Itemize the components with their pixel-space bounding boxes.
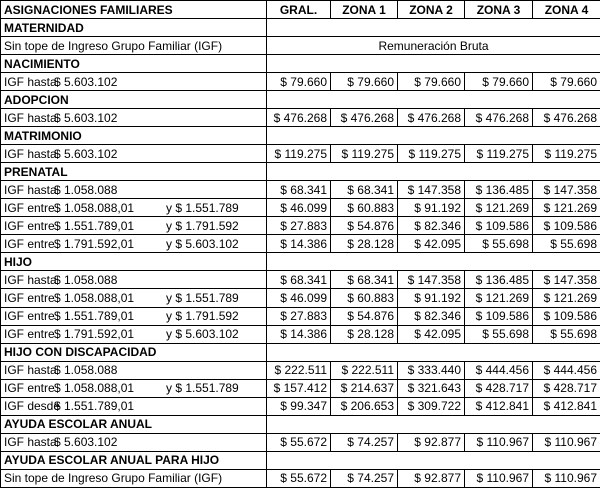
amount-cell: $ 55.672	[267, 433, 331, 451]
amount-cell: $ 476.268	[465, 109, 533, 127]
amount-cell: $ 42.095	[398, 325, 465, 343]
row-label	[1, 73, 267, 91]
label-kind: IGF hasta	[4, 363, 57, 378]
amount-cell: $ 121.269	[465, 289, 533, 307]
label-from: $ 1.058.088	[54, 182, 118, 197]
amount-cell: $ 119.275	[465, 145, 533, 163]
section-nacimiento	[1, 55, 600, 73]
amount-cell: $ 110.967	[533, 433, 600, 451]
amount-cell: $ 119.275	[267, 145, 331, 163]
blank-cell	[267, 163, 600, 181]
section-maternidad	[1, 19, 600, 37]
label-kind: IGF hasta	[4, 272, 57, 287]
amount-cell: $ 444.456	[465, 361, 533, 379]
label-from: $ 5.603.102	[54, 110, 118, 125]
amount-cell: $ 92.877	[398, 469, 465, 487]
amount-cell: $ 55.698	[465, 235, 533, 253]
section-title: NACIMIENTO	[1, 55, 267, 73]
amount-cell: $ 147.358	[533, 271, 600, 289]
amount-cell: $ 91.192	[398, 289, 465, 307]
table-row	[1, 325, 600, 343]
amount-cell: $ 82.346	[398, 307, 465, 325]
amount-cell: $ 476.268	[331, 109, 398, 127]
section-title: ADOPCION	[1, 91, 267, 109]
section-title: PRENATAL	[1, 163, 267, 181]
blank-cell	[267, 91, 600, 109]
section-ayuda-escolar	[1, 415, 600, 433]
header-zona4: ZONA 4	[533, 1, 600, 19]
amount-cell: $ 79.660	[267, 73, 331, 91]
table-row	[1, 289, 600, 307]
amount-cell: $ 68.341	[267, 271, 331, 289]
row-label	[1, 397, 267, 415]
label-kind: IGF hasta	[4, 435, 57, 450]
label-to: y $ 1.791.592	[166, 309, 239, 324]
table-row	[1, 145, 600, 163]
amount-cell: $ 109.586	[465, 217, 533, 235]
table-row	[1, 73, 600, 91]
label-from: $ 5.603.102	[54, 74, 118, 89]
label-from: $ 5.603.102	[54, 435, 118, 450]
label-kind: IGF entre	[4, 309, 55, 324]
amount-cell: $ 136.485	[465, 181, 533, 199]
label-to: y $ 1.551.789	[166, 200, 239, 215]
blank-cell	[267, 451, 600, 469]
row-label	[1, 433, 267, 451]
amount-cell: $ 206.653	[331, 397, 398, 415]
amount-cell: $ 27.883	[267, 217, 331, 235]
table-row	[1, 361, 600, 379]
label-from: $ 1.791.592,01	[54, 327, 135, 342]
amount-cell: $ 54.876	[331, 307, 398, 325]
section-hijo	[1, 253, 600, 271]
amount-cell: $ 147.358	[398, 271, 465, 289]
amount-cell: $ 147.358	[533, 181, 600, 199]
table-row	[1, 181, 600, 199]
label-to: y $ 1.551.789	[166, 290, 239, 305]
blank-cell	[267, 127, 600, 145]
label-kind: IGF entre	[4, 290, 55, 305]
amount-cell: $ 333.440	[398, 361, 465, 379]
amount-cell: $ 79.660	[465, 73, 533, 91]
table-row	[1, 433, 600, 451]
amount-cell: $ 214.637	[331, 379, 398, 397]
section-title: HIJO	[1, 253, 267, 271]
section-title: AYUDA ESCOLAR ANUAL	[1, 415, 267, 433]
amount-cell: $ 42.095	[398, 235, 465, 253]
row-label	[1, 379, 267, 397]
amount-cell: $ 110.967	[465, 469, 533, 487]
amount-cell: $ 476.268	[533, 109, 600, 127]
label-text: Sin tope de Ingreso Grupo Familiar (IGF)	[4, 471, 223, 486]
table-row	[1, 109, 600, 127]
amount-cell: $ 74.257	[331, 469, 398, 487]
header-asignaciones: ASIGNACIONES FAMILIARES	[1, 1, 267, 19]
label-kind: IGF hasta	[4, 110, 57, 125]
section-title: HIJO CON DISCAPACIDAD	[1, 343, 267, 361]
row-label	[1, 325, 267, 343]
amount-cell: $ 119.275	[331, 145, 398, 163]
amount-cell: $ 412.841	[465, 397, 533, 415]
table-row	[1, 235, 600, 253]
section-adopcion	[1, 91, 600, 109]
amount-cell: $ 109.586	[533, 307, 600, 325]
table-row	[1, 469, 600, 487]
amount-cell: $ 68.341	[331, 181, 398, 199]
header-zona1: ZONA 1	[331, 1, 398, 19]
blank-cell	[267, 343, 600, 361]
amount-cell: $ 99.347	[267, 397, 331, 415]
row-label	[1, 271, 267, 289]
section-matrimonio	[1, 127, 600, 145]
amount-cell: $ 121.269	[533, 289, 600, 307]
label-to: y $ 1.551.789	[166, 381, 239, 396]
section-hijo-discapacidad	[1, 343, 600, 361]
amount-cell: $ 28.128	[331, 235, 398, 253]
table-row	[1, 199, 600, 217]
amount-cell: $ 60.883	[331, 199, 398, 217]
amount-cell: $ 68.341	[267, 181, 331, 199]
amount-cell: $ 136.485	[465, 271, 533, 289]
remuneracion-note: Remuneración Bruta	[267, 37, 600, 55]
section-ayuda-escolar-hijo	[1, 451, 600, 469]
amount-cell: $ 74.257	[331, 433, 398, 451]
table-row	[1, 379, 600, 397]
amount-cell: $ 476.268	[398, 109, 465, 127]
row-label	[1, 217, 267, 235]
label-from: $ 1.058.088,01	[54, 200, 135, 215]
amount-cell: $ 14.386	[267, 235, 331, 253]
row-label	[1, 235, 267, 253]
table-row	[1, 307, 600, 325]
header-row	[1, 1, 600, 19]
amount-cell: $ 55.698	[533, 325, 600, 343]
row-label	[1, 307, 267, 325]
row-label	[1, 145, 267, 163]
section-title: MATRIMONIO	[1, 127, 267, 145]
label-kind: IGF desde	[4, 399, 61, 414]
amount-cell: $ 68.341	[331, 271, 398, 289]
amount-cell: $ 444.456	[533, 361, 600, 379]
amount-cell: $ 55.698	[465, 325, 533, 343]
amount-cell: $ 46.099	[267, 289, 331, 307]
label-from: $ 5.603.102	[54, 146, 118, 161]
amount-cell: $ 412.841	[533, 397, 600, 415]
table-row	[1, 217, 600, 235]
label-from: $ 1.058.088	[54, 363, 118, 378]
amount-cell: $ 79.660	[533, 73, 600, 91]
blank-cell	[267, 19, 600, 37]
label-to: y $ 5.603.102	[166, 327, 239, 342]
row-label	[1, 199, 267, 217]
label-kind: IGF hasta	[4, 182, 57, 197]
amount-cell: $ 110.967	[533, 469, 600, 487]
amount-cell: $ 79.660	[331, 73, 398, 91]
amount-cell: $ 109.586	[465, 307, 533, 325]
header-zona3: ZONA 3	[465, 1, 533, 19]
amount-cell: $ 28.128	[331, 325, 398, 343]
amount-cell: $ 147.358	[398, 181, 465, 199]
label-from: $ 1.058.088,01	[54, 290, 135, 305]
amount-cell: $ 27.883	[267, 307, 331, 325]
amount-cell: $ 60.883	[331, 289, 398, 307]
label-kind: IGF entre	[4, 381, 55, 396]
amount-cell: $ 476.268	[267, 109, 331, 127]
section-title: MATERNIDAD	[1, 19, 267, 37]
table-row	[1, 37, 600, 55]
label-kind: IGF entre	[4, 200, 55, 215]
section-title: AYUDA ESCOLAR ANUAL PARA HIJO	[1, 451, 267, 469]
label-from: $ 1.551.789,01	[54, 218, 135, 233]
label-kind: IGF hasta	[4, 74, 57, 89]
label-from: $ 1.058.088,01	[54, 381, 135, 396]
label-from: $ 1.551.789,01	[54, 399, 135, 414]
amount-cell: $ 222.511	[331, 361, 398, 379]
amount-cell: $ 110.967	[465, 433, 533, 451]
label-kind: IGF entre	[4, 327, 55, 342]
amount-cell: $ 222.511	[267, 361, 331, 379]
amount-cell: $ 309.722	[398, 397, 465, 415]
blank-cell	[267, 55, 600, 73]
amount-cell: $ 46.099	[267, 199, 331, 217]
amount-cell: $ 79.660	[398, 73, 465, 91]
header-zona2: ZONA 2	[398, 1, 465, 19]
table-row	[1, 271, 600, 289]
row-label	[1, 289, 267, 307]
amount-cell: $ 14.386	[267, 325, 331, 343]
row-label	[1, 361, 267, 379]
row-label: Sin tope de Ingreso Grupo Familiar (IGF)	[1, 37, 267, 55]
header-gral: GRAL.	[267, 1, 331, 19]
label-to: y $ 5.603.102	[166, 236, 239, 251]
amount-cell: $ 91.192	[398, 199, 465, 217]
amount-cell: $ 55.672	[267, 469, 331, 487]
label-kind: IGF entre	[4, 218, 55, 233]
label-kind: IGF entre	[4, 236, 55, 251]
label-kind: IGF hasta	[4, 146, 57, 161]
section-prenatal	[1, 163, 600, 181]
blank-cell	[267, 253, 600, 271]
amount-cell: $ 157.412	[267, 379, 331, 397]
amount-cell: $ 121.269	[533, 199, 600, 217]
amount-cell: $ 428.717	[465, 379, 533, 397]
amount-cell: $ 82.346	[398, 217, 465, 235]
amount-cell: $ 92.877	[398, 433, 465, 451]
row-label	[1, 181, 267, 199]
amount-cell: $ 119.275	[533, 145, 600, 163]
label-from: $ 1.551.789,01	[54, 309, 135, 324]
amount-cell: $ 428.717	[533, 379, 600, 397]
amount-cell: $ 119.275	[398, 145, 465, 163]
amount-cell: $ 321.643	[398, 379, 465, 397]
amount-cell: $ 54.876	[331, 217, 398, 235]
blank-cell	[267, 415, 600, 433]
label-from: $ 1.058.088	[54, 272, 118, 287]
amount-cell: $ 121.269	[465, 199, 533, 217]
label-from: $ 1.791.592,01	[54, 236, 135, 251]
amount-cell: $ 55.698	[533, 235, 600, 253]
row-label	[1, 469, 267, 487]
row-label	[1, 109, 267, 127]
label-to: y $ 1.791.592	[166, 218, 239, 233]
amount-cell: $ 109.586	[533, 217, 600, 235]
table-row	[1, 397, 600, 415]
